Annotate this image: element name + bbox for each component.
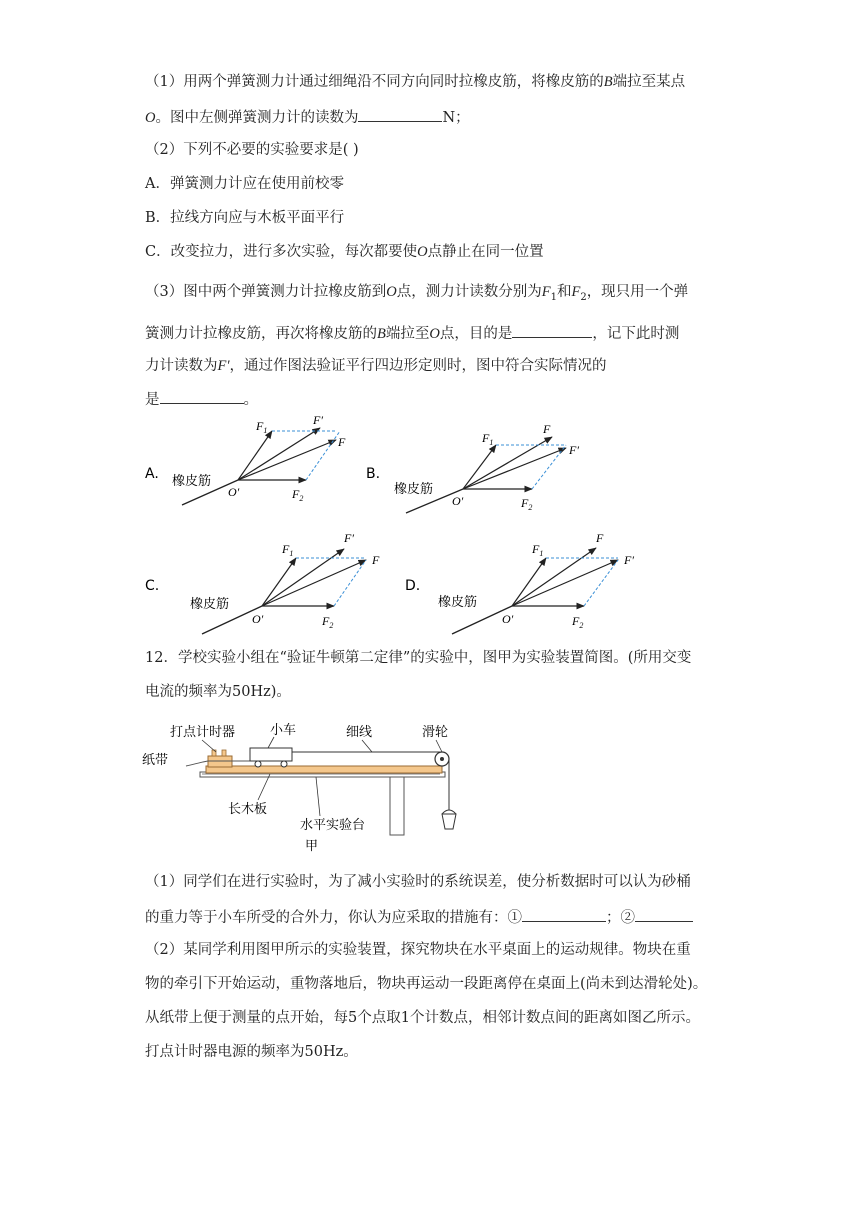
option-letter: D. <box>405 578 421 594</box>
label-board: 长木板 <box>228 802 268 817</box>
dashed-line <box>532 445 566 489</box>
origin-label: O′ <box>228 485 240 499</box>
origin-label: O′ <box>452 494 464 508</box>
f-arrow <box>512 548 596 606</box>
diagram-a <box>145 413 346 505</box>
cart-wheel <box>281 761 287 767</box>
f2-label: $F_2$ <box>572 614 584 630</box>
q12-part2-line1: （2）某同学利用图甲所示的实验装置，探究物块在水平桌面上的运动规律。物块在重 <box>145 942 691 958</box>
q11-part3-line4: 是 。 <box>145 388 258 410</box>
f1-label: $F_1$ <box>256 419 268 435</box>
long-board <box>206 766 442 773</box>
timer-terminal <box>222 750 226 756</box>
q11-option-a: A．弹簧测力计应在使用前校零 <box>145 176 344 192</box>
q11-part2-question: （2）下列不必要的实验要求是( ) <box>145 142 359 158</box>
answer-blank[interactable] <box>522 906 606 922</box>
figure-caption: 甲 <box>305 839 319 854</box>
timer-terminal <box>212 750 216 756</box>
q11-part3-line1: （3）图中两个弹簧测力计拉橡皮筋到O点，测力计读数分别为$F_1$和$F_2$，现只用一个弹 <box>145 284 689 303</box>
f2-label: $F_2$ <box>322 614 334 630</box>
q12-part2-line4: 打点计时器电源的频率为50Hz。 <box>145 1044 358 1060</box>
top-label: F <box>596 531 604 545</box>
f-prime-arrow <box>238 428 320 480</box>
answer-blank[interactable] <box>358 106 442 122</box>
q11-option-c: C．改变拉力，进行多次实验，每次都要使O点静止在同一位置 <box>145 244 544 260</box>
f-arrow <box>238 440 336 480</box>
q12-intro-line2: 电流的频率为50Hz)。 <box>145 684 291 700</box>
q11-part1-line2: O。图中左侧弹簧测力计的读数为 N； <box>145 106 470 128</box>
bucket-handle <box>442 810 456 814</box>
q11-part3-line2: 簧测力计拉橡皮筋，再次将橡皮筋的B端拉至O点，目的是 ，记下此时测 <box>145 322 679 344</box>
answer-blank[interactable] <box>512 322 592 338</box>
leader-line <box>362 740 372 752</box>
q12-part2-line3: 从纸带上便于测量的点开始，每5个点取1个计数点，相邻计数点间的距离如图乙所示。 <box>145 1010 700 1026</box>
diagram-c <box>145 531 380 634</box>
pulley-axle <box>440 757 444 761</box>
sand-bucket <box>442 814 456 829</box>
f1-label: $F_1$ <box>282 542 294 558</box>
f2-label: $F_2$ <box>292 487 304 503</box>
top-label: F′ <box>344 531 354 545</box>
origin-label: O′ <box>252 612 264 626</box>
q12-part2-line2: 物的牵引下开始运动，重物落地后，物块再运动一段距离停在桌面上(尚未到达滑轮处)。 <box>145 976 708 992</box>
apparatus-figure <box>140 714 470 854</box>
label-pulley: 滑轮 <box>422 725 449 740</box>
top-label: F <box>543 422 551 436</box>
leader-line <box>436 740 442 752</box>
answer-blank[interactable] <box>160 388 244 404</box>
leader-line <box>268 737 274 748</box>
f1-label: $F_1$ <box>532 542 544 558</box>
cart-wheel <box>255 761 261 767</box>
q11-option-b: B．拉线方向应与木板平面平行 <box>145 210 345 226</box>
option-letter: C. <box>145 578 160 594</box>
right-label: F′ <box>624 553 634 567</box>
rubber-band-label: 橡皮筋 <box>394 482 434 497</box>
rubber-band-label: 橡皮筋 <box>438 595 478 610</box>
dashed-line <box>306 431 340 480</box>
leader-line <box>258 774 270 800</box>
diagram-b <box>366 422 579 513</box>
answer-blank[interactable] <box>635 906 693 922</box>
option-letter: B. <box>366 466 381 482</box>
f1-label: $F_1$ <box>482 431 494 447</box>
q12-part1-line1: （1）同学们在进行实验时，为了减小实验时的系统误差，使分析数据时可以认为砂桶 <box>145 874 691 890</box>
label-timer: 打点计时器 <box>170 725 236 740</box>
right-label: F′ <box>569 443 579 457</box>
right-label: F <box>372 553 380 567</box>
right-label: F <box>338 435 346 449</box>
timer-body <box>208 756 232 767</box>
q11-part3-line3: 力计读数为F′，通过作图法验证平行四边形定则时，图中符合实际情况的 <box>145 358 607 374</box>
table-leg <box>390 777 404 835</box>
rubber-band-label: 橡皮筋 <box>190 597 230 612</box>
leader-line <box>202 740 216 752</box>
force-diagrams <box>0 410 860 640</box>
leader-line <box>316 777 320 816</box>
label-string: 细线 <box>346 725 373 740</box>
top-label: F′ <box>313 413 323 427</box>
option-letter: A. <box>145 466 159 482</box>
label-cart: 小车 <box>270 723 297 738</box>
q12-intro-line1: 12．学校实验小组在“验证牛顿第二定律”的实验中，图甲为实验装置简图。(所用交变 <box>145 650 692 666</box>
diagram-d <box>405 531 634 634</box>
q12-part1-line2: 的重力等于小车所受的合外力，你认为应采取的措施有：① ；② <box>145 906 693 928</box>
label-table: 水平实验台 <box>300 818 366 833</box>
cart-body <box>250 748 292 761</box>
rubber-band-label: 橡皮筋 <box>172 474 212 489</box>
origin-label: O′ <box>502 612 514 626</box>
label-tape: 纸带 <box>142 753 169 768</box>
f2-label: $F_2$ <box>521 496 533 512</box>
q11-part1-line1: （1）用两个弹簧测力计通过细绳沿不同方向同时拉橡皮筋，将橡皮筋的B端拉至某点 <box>145 74 686 90</box>
